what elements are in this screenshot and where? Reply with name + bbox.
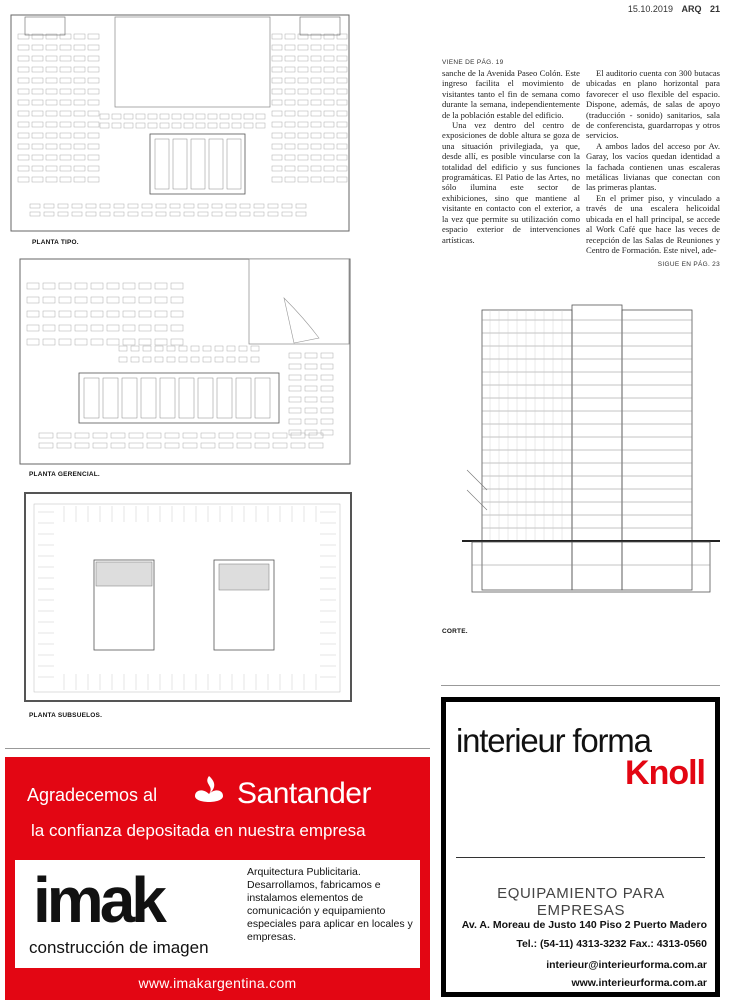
divider: [5, 748, 430, 749]
plan-tipo-drawing: [10, 14, 350, 232]
paragraph: sanche de la Avenida Paseo Colón. Este ingreso facilita el movimiento de visitantes tanto el fin de semana como durante la semana, independientemente de la población estable del edificio.: [442, 68, 580, 120]
caption-corte: CORTE.: [442, 628, 468, 635]
issue-date: 15.10.2019: [627, 4, 673, 14]
knoll-brand-line1: interieur forma: [456, 722, 651, 759]
paragraph: A ambos lados del acceso por Av. Garay, los vacíos quedan identidad a la fachada contienen unas escaleras metálicas livianas que conectan con las primeras plantas.: [586, 140, 720, 193]
page-number: 21: [709, 4, 720, 14]
corte-drawing: [462, 300, 720, 610]
santander-flame-icon: [191, 774, 227, 808]
paragraph: En el primer piso, y vinculado a través de una escalera helicoidal ubicada en el hall principal, se accede al Work Café que hace las veces de recepción de las Salas de Reuniones y Centro de Formación. Este nivel, ade-: [586, 192, 720, 255]
divider: [441, 685, 720, 686]
page-header: [628, 4, 720, 14]
caption-planta-tipo: PLANTA TIPO.: [32, 239, 79, 246]
ad-trust-text: la confianza depositada en nuestra empresa: [31, 821, 366, 840]
caption-planta-subsuelos: PLANTA SUBSUELOS.: [29, 712, 103, 719]
knoll-ad: [441, 697, 720, 997]
imak-logo: imak: [33, 864, 163, 936]
kicker-viene: VIENE DE PÁG. 19: [442, 59, 504, 66]
knoll-divider: [456, 857, 705, 858]
santander-imak-ad: [5, 757, 430, 1000]
knoll-address: Av. A. Moreau de Justo 140 Piso 2 Puerto Madero: [461, 919, 707, 931]
knoll-ad-panel: [446, 702, 715, 992]
santander-brand: Santander: [237, 777, 371, 810]
article-column-2: [586, 68, 720, 255]
plan-gerencial-drawing: [19, 258, 351, 465]
imak-panel: [15, 860, 420, 968]
knoll-email[interactable]: interieur@interieurforma.com.ar: [546, 959, 707, 971]
paragraph: El auditorio cuenta con 300 butacas ubicadas en plano horizontal para favorecer el uso flexible del espacio. Dispone, además, de salas de apoyo (traducción - sonido) sanitarios, sala de conferencista, guardarropas y otros servicios.: [586, 68, 720, 141]
imak-tagline: construcción de imagen: [29, 938, 209, 957]
kicker-sigue: SIGUE EN PÁG. 23: [657, 261, 720, 268]
caption-planta-gerencial: PLANTA GERENCIAL.: [29, 471, 100, 478]
knoll-phone: Tel.: (54-11) 4313-3232 Fax.: 4313-0560: [516, 938, 707, 950]
knoll-web[interactable]: www.interieurforma.com.ar: [571, 977, 707, 989]
knoll-title: EQUIPAMIENTO PARA EMPRESAS: [497, 885, 665, 919]
article-column-1: [442, 68, 580, 245]
paragraph: Una vez dentro del centro de exposiciones de doble altura se goza de una situación privilegiada, ya que, desde allí, es posible vincularse con la totalidad del edificio y sus funciones programáticas. El Patio de las Artes, no sólo ilumina este sector de exhibiciones, sino que mantiene al visitante en contacto con el exterior, a la vez que permite su utilización como espacio exterior de intervenciones artísticas.: [442, 120, 580, 245]
ad-thanks-text: Agradecemos al: [27, 785, 158, 805]
imak-description: Arquitectura Publicitaria. Desarrollamos, fabricamos e instalamos elementos de comunicación y equipamiento especiales para aplicar en locales y empresas.: [247, 866, 413, 943]
imak-url[interactable]: www.imakargentina.com: [138, 975, 297, 991]
section-name: ARQ: [681, 4, 702, 14]
knoll-brand-line2: Knoll: [625, 754, 705, 792]
plan-subsuelos-drawing: [24, 492, 352, 702]
